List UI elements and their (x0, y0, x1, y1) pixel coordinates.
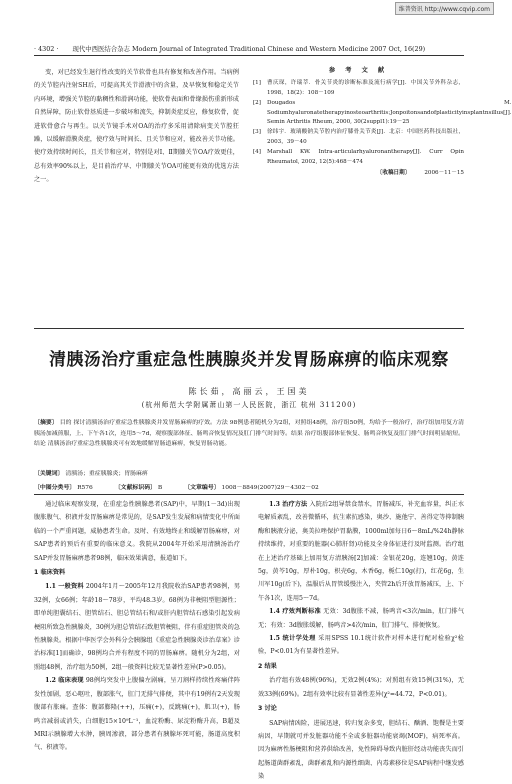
article-id-label: 〔文章编号〕 (184, 484, 220, 491)
classification-row (34, 482, 464, 491)
section-heading: 1 临床资料 (34, 569, 66, 577)
reference-text: Marshall KW. Intra-articularhyaluronantherapy[J]. Curr Opin Rheumatol, 2002, 12(5):468－474 (267, 149, 464, 165)
body-right-column (258, 498, 465, 781)
intro-paragraph: 通过临床观察发现，在重症急性胰腺患者(SAP)中，早期(1－3d)出现腹胀腹气、积液并发胃肠麻痹是常见的，是SAP发生发展和病情变化中所面临的一个严重问题，威胁患者生命。及时、有效地终止和缓解胃肠麻痹，对SAP患者的预后有重要的临床意义。我院从2004年开始采用清胰汤治疗SAP并发胃肠麻痹患者98例，临床效果满意，报道如下。 (34, 501, 240, 562)
keywords-label: 〔关键词〕 (34, 470, 64, 477)
page-number: · 4302 · (34, 45, 59, 53)
section-heading: 3 讨论 (258, 705, 277, 713)
clc-number (34, 482, 93, 491)
watermark: 维普资讯 http://www.cqvip.com (395, 2, 494, 15)
results-paragraph: 治疗组有效48例(96%)，无效2例(4%)；对照组有效15例(31%)，无效33例(69%)。2组有效率比较有显著性差异(χ²=44.72，P<0.01)。 (258, 677, 464, 698)
subsection-paragraph (258, 632, 464, 659)
article-authors: 陈长茹，高丽云，王国美 (188, 387, 310, 396)
discussion-paragraph: SAP病情凶险，进展迅速，转归复杂多变，胆结石、酗酒、饱餐是主要病因，早期就可并发脏器功能不全或多脏器功能衰竭(MOF)，病死率高。因为麻痹性肠梗阻和营养供给改善，免性障碍导致内脏肝经动功能丧失而引起肠道菌群紊乱，菌群紊乱和内源性细菌、内毒素移位是SAP病程中继发感染 (258, 719, 464, 781)
document-code (115, 482, 162, 491)
reference-number: [4] (253, 149, 261, 156)
section-heading: 2 结果 (258, 662, 277, 670)
reference-item (253, 128, 464, 147)
reference-number: [1] (253, 80, 261, 87)
abstract-divider (34, 494, 464, 495)
subsection-heading: 1.5 统计学处理 (269, 635, 316, 643)
body-left-column (34, 498, 241, 752)
article-id-value: 1008－8849(2007)29－4302－02 (221, 485, 319, 491)
abstract-text: 目的 探讨清胰汤治疗重症急性胰腺炎并发胃肠麻痹的疗效。方法 98例患者随机分为2组，对照组48例，治疗组50例，均给予一般治疗，治疗组加用复方清胰汤加减煎服，上、下午各1次，连用5～7d，观察腹部体征、肠鸣音恢复情况及肛门排气时间等。结果 治疗组腹部体征恢复、肠鸣音恢复及肛门排气时间明显缩短。结论 清胰汤治疗重症急性胰腺炎可有效地缓解胃肠道麻痹，恢复胃肠功能。 (34, 420, 465, 448)
reference-number: [3] (253, 129, 261, 136)
clc-label: 〔中图分类号〕 (34, 484, 76, 491)
reference-item (253, 99, 512, 127)
received-label: 〔收稿日期〕 (376, 170, 411, 177)
document-code-label: 〔文献标识码〕 (114, 484, 157, 491)
reference-number: [2] (253, 100, 261, 107)
previous-article-text (34, 66, 239, 196)
header-rule (34, 55, 464, 56)
subsection-heading: 1.4 疗效判断标准 (269, 608, 321, 616)
subsection-text: 无效：3d腹胀不减，肠鸣音<3次/min，肛门排气无；有效：3d腹胀缓解，肠鸣音>4次/min，肛门排气、排便恢复。 (258, 608, 465, 629)
reference-text: 徐纬宇．玻璃酸钠关节腔内治疗膝骨关节炎[J]．北京：中国医药科技出版社，2003，39－40 (267, 129, 464, 145)
received-date: 2006－11－15 (424, 170, 464, 177)
article-affiliation: (杭州师范大学附属萧山第一人民医院，浙江 杭州 311200) (141, 401, 357, 409)
journal-name: 现代中西医结合杂志 Modern Journal of Integrated Traditional Chinese and Western Medicine 2007 Oct, 16(29) (72, 45, 426, 53)
article-id (184, 482, 318, 491)
abstract (34, 418, 464, 450)
subsection-paragraph (258, 605, 464, 632)
clc-value: R576 (77, 485, 93, 491)
received-date-line (253, 169, 464, 178)
article-title: 清胰汤治疗重症急性胰腺炎并发胃肠麻痹的临床观察 (49, 349, 449, 369)
references-title: 参 考 文 献 (328, 67, 389, 74)
reference-text: Dougados M. Sodiumhyaluronatetherapyinosteoarthritis:Jonpoitonsandofplasticityinsplantnsillus[J]. Semin Arthritis Rheum, 2000, 30(2suppl1):19－25 (267, 100, 512, 126)
keywords (34, 468, 464, 477)
subsection-heading: 1.2 临床表现 (45, 677, 84, 685)
reference-text: 曹庆琛，许瑞莘．骨关节炎的诊断标准及流行病学[J]．中国关节外科杂志，1998，18(2)：108－109 (267, 80, 464, 96)
previous-article-paragraph: 变，对已经发生退行性改变的关节软骨也具有修复和改善作用。当病例的关节腔内注射SH后，可提高其关节滑液中的含量，及早恢复和稳定关节内环境，增强关节腔的黏稠性和滑润功能，使软骨表面和骨缘损伤重新形成自然屏障，防止软骨基质进一步破坏和流失，抑制炎症反应，修复软骨，促进软骨愈合与再生。以关节镜手术对OA的治疗多采用清除病变关节腔狂躁，以缓解滑膜炎症，使疗效与时间长、且关节和应对，能改善关节功能。使疗效持续时间长，且关节和应对，特别是对Ⅰ、Ⅱ期膝关节OA疗效更佳，总有效率90%以上，是目前治疗早、中期膝关节OA可能更有效的优选方法之一。 (34, 69, 239, 184)
subsection-paragraph (34, 674, 240, 754)
section-divider (34, 328, 464, 329)
subsection-paragraph (258, 498, 464, 605)
subsection-paragraph (34, 580, 240, 674)
subsection-text: 入院后2组导禁食禁水，胃肠减压，补充血容量，纠正水电解质紊乱，改善微循环，抗生素抗感染，奥沙、施他宁、善得定等抑制胰酶和胰液分泌，奥美拉唑保护胃黏膜，1000ml加每日6～8mL/%24h静脉持续维持，对重要的脏器(心肺肝肾)功能及全身体征进行及时监测。治疗组在上述治疗基础上加用复方清胰汤[2]加减：金银花20g，连翘10g，黄连5g，黄芩10g，厚朴10g，枳壳6g，木香6g，栀仁10g(打)，红花6g，生川军10g(后下)，温服后从胃管缓慢注入，夹管2h后开放胃肠减压，上、下午各1次，连用5～7d。 (258, 501, 465, 602)
subsection-heading: 1.3 治疗方法 (269, 501, 308, 508)
reference-item (253, 79, 464, 98)
subsection-text: 98例均突发中上腹偏左剧痛，呈刀割样持续性疼痛伴阵发性加剧，恶心呕吐，腹部胀气，肛门无排气排便，其中有19例有2天发现腹部有胀痛。查体：腹部膨隆(++)，压痛(+)，反跳痛(+)，肌卫(+)，肠鸣音减弱或消失，白细胞15×10⁹L⁻¹，血淀粉酶、尿淀粉酶升高，B超及MRI示胰腺增大水肿，胰周渗液，部分患者有胰腺坏死可能，肠道高度积气、积液等。 (34, 677, 241, 752)
subsection-heading: 1.1 一般资料 (45, 583, 84, 591)
references (253, 66, 512, 178)
reference-item (253, 148, 464, 167)
keywords-text: 清胰汤；重症胰腺炎；胃肠麻痹 (65, 471, 148, 477)
abstract-label: 〔摘要〕 (34, 419, 58, 426)
running-header (34, 44, 464, 53)
subsection-text: 采用SPSS 10.1统计软件对样本进行配对检验χ²检验，P<0.01为有显著性差异。 (258, 635, 464, 656)
document-code-value: B (157, 485, 163, 491)
subsection-text: 2004年1月～2005年12月我院收治SAP患者98例，男32例，女66例；年龄18～78岁，平均48.3岁。68例为非梗阻型胆源性；即单纯胆囊结石、胆管结石、胆总管结石和/或肝内胆管结石感染引起发病梗阻所致急性胰腺炎，30例为胆总管结石致胆管梗阻，伴有重症胆管炎的急性胰腺炎。根据中华医学会外科分会胰腺组《重症急性胰腺炎诊治草案》诊治标准[1]而确诊，98例均合并有程度不同的胃肠麻痹。随机分为2组，对照组48例，治疗组为50例，2组一般资料比较无显著性差异(P>0.05)。 (34, 583, 241, 671)
